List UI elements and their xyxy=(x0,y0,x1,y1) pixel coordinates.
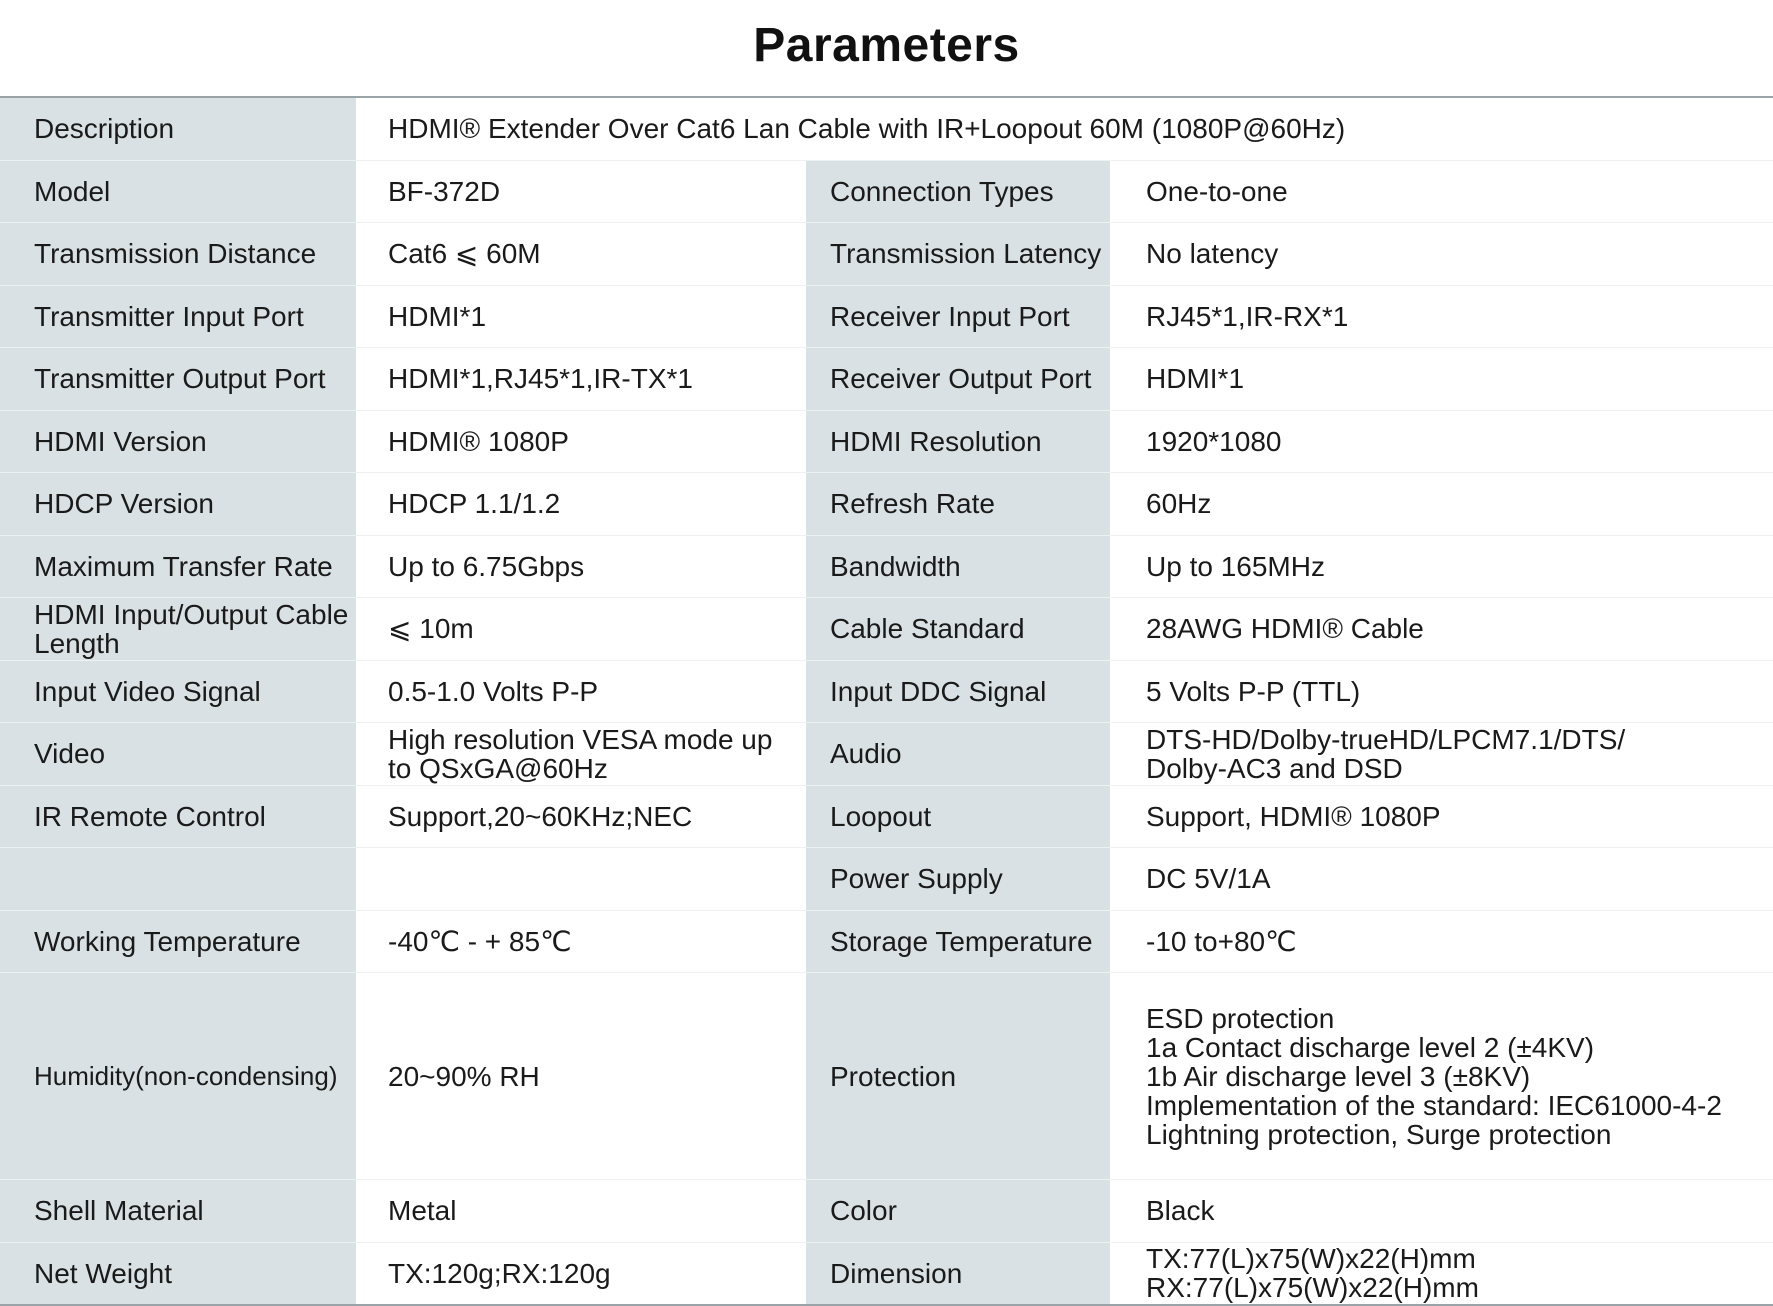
spec-label: Transmission Distance xyxy=(0,223,356,286)
spec-value: ESD protection 1a Contact discharge level 2 (±4KV) 1b Air discharge level 3 (±8KV) Implementation of the standard: IEC61000-4-2 Lightning protection, Surge protection xyxy=(1110,973,1773,1180)
table-row xyxy=(0,1242,1773,1305)
table-row xyxy=(0,660,1773,723)
spec-value: One-to-one xyxy=(1110,160,1773,223)
spec-label: Color xyxy=(806,1180,1110,1243)
table-row xyxy=(0,598,1773,661)
spec-value: 60Hz xyxy=(1110,473,1773,536)
spec-value: HDMI*1 xyxy=(1110,348,1773,411)
spec-value: High resolution VESA mode up to QSxGA@60Hz xyxy=(356,723,806,786)
table-row xyxy=(0,348,1773,411)
spec-value: No latency xyxy=(1110,223,1773,286)
spec-value: 28AWG HDMI® Cable xyxy=(1110,598,1773,661)
spec-label: HDMI Version xyxy=(0,410,356,473)
spec-value: Up to 165MHz xyxy=(1110,535,1773,598)
spec-label: Power Supply xyxy=(806,848,1110,911)
spec-value: 0.5-1.0 Volts P-P xyxy=(356,660,806,723)
spec-label: Dimension xyxy=(806,1242,1110,1305)
spec-value: HDMI*1,RJ45*1,IR-TX*1 xyxy=(356,348,806,411)
spec-value: RJ45*1,IR-RX*1 xyxy=(1110,285,1773,348)
table-row-description xyxy=(0,97,1773,160)
spec-label: Loopout xyxy=(806,785,1110,848)
spec-label: Working Temperature xyxy=(0,910,356,973)
spec-value: HDMI*1 xyxy=(356,285,806,348)
spec-value: TX:120g;RX:120g xyxy=(356,1242,806,1305)
page-title: Parameters xyxy=(753,19,1020,72)
table-row xyxy=(0,785,1773,848)
spec-value: 5 Volts P-P (TTL) xyxy=(1110,660,1773,723)
spec-value: Up to 6.75Gbps xyxy=(356,535,806,598)
spec-value: Support,20~60KHz;NEC xyxy=(356,785,806,848)
spec-label-description: Description xyxy=(0,97,356,160)
spec-label: Shell Material xyxy=(0,1180,356,1243)
spec-label: Maximum Transfer Rate xyxy=(0,535,356,598)
spec-label: HDMI Resolution xyxy=(806,410,1110,473)
spec-label xyxy=(0,848,356,911)
table-row xyxy=(0,535,1773,598)
spec-label: HDCP Version xyxy=(0,473,356,536)
spec-label: Input DDC Signal xyxy=(806,660,1110,723)
table-row xyxy=(0,410,1773,473)
spec-value: BF-372D xyxy=(356,160,806,223)
spec-label: Transmitter Output Port xyxy=(0,348,356,411)
spec-value: HDCP 1.1/1.2 xyxy=(356,473,806,536)
spec-label: Connection Types xyxy=(806,160,1110,223)
spec-label: Transmitter Input Port xyxy=(0,285,356,348)
spec-label: Video xyxy=(0,723,356,786)
spec-value: Black xyxy=(1110,1180,1773,1243)
table-row xyxy=(0,285,1773,348)
table-row xyxy=(0,223,1773,286)
spec-value: DTS-HD/Dolby-trueHD/LPCM7.1/DTS/ Dolby-AC3 and DSD xyxy=(1110,723,1773,786)
spec-value: 20~90% RH xyxy=(356,973,806,1180)
spec-value: -40℃ - + 85℃ xyxy=(356,910,806,973)
table-row xyxy=(0,1180,1773,1243)
spec-label: Transmission Latency xyxy=(806,223,1110,286)
spec-value: Support, HDMI® 1080P xyxy=(1110,785,1773,848)
spec-label: Protection xyxy=(806,973,1110,1180)
table-row xyxy=(0,910,1773,973)
spec-label: Cable Standard xyxy=(806,598,1110,661)
spec-value: HDMI® 1080P xyxy=(356,410,806,473)
spec-label: Humidity(non-condensing) xyxy=(0,973,356,1180)
spec-label: Receiver Output Port xyxy=(806,348,1110,411)
spec-label: Audio xyxy=(806,723,1110,786)
table-row xyxy=(0,473,1773,536)
spec-value: DC 5V/1A xyxy=(1110,848,1773,911)
spec-value: -10 to+80℃ xyxy=(1110,910,1773,973)
table-row xyxy=(0,723,1773,786)
spec-value: Cat6 ⩽ 60M xyxy=(356,223,806,286)
table-row xyxy=(0,160,1773,223)
parameters-table xyxy=(0,96,1773,1306)
spec-label: IR Remote Control xyxy=(0,785,356,848)
spec-label: Refresh Rate xyxy=(806,473,1110,536)
spec-label: Net Weight xyxy=(0,1242,356,1305)
spec-value: 1920*1080 xyxy=(1110,410,1773,473)
spec-value-description: HDMI® Extender Over Cat6 Lan Cable with IR+Loopout 60M (1080P@60Hz) xyxy=(356,97,1773,160)
spec-label: Bandwidth xyxy=(806,535,1110,598)
spec-value: ⩽ 10m xyxy=(356,598,806,661)
spec-value: Metal xyxy=(356,1180,806,1243)
spec-label: Input Video Signal xyxy=(0,660,356,723)
table-row xyxy=(0,973,1773,1180)
spec-label: Model xyxy=(0,160,356,223)
spec-label: Receiver Input Port xyxy=(806,285,1110,348)
spec-label: Storage Temperature xyxy=(806,910,1110,973)
spec-value xyxy=(356,848,806,911)
spec-label: HDMI Input/Output Cable Length xyxy=(0,598,356,661)
spec-value: TX:77(L)x75(W)x22(H)mm RX:77(L)x75(W)x22(H)mm xyxy=(1110,1242,1773,1305)
table-row xyxy=(0,848,1773,911)
